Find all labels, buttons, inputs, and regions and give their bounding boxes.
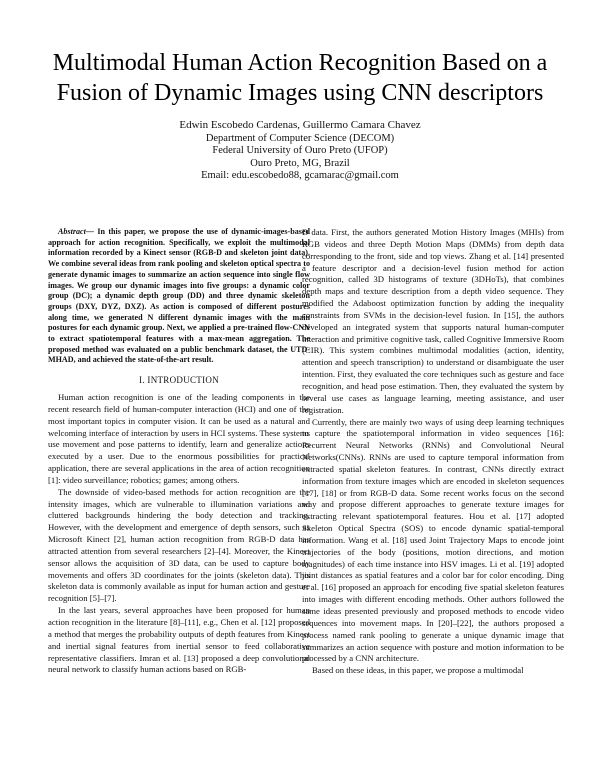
body-paragraph: Based on these ideas, in this paper, we propose a multimodal (312, 665, 524, 676)
section-heading-introduction: I. INTRODUCTION (139, 375, 219, 386)
body-paragraph: D data. First, the authors generated Motion History Images (MHIs) from RGB videos and three Depth Motion Maps (DMMs) from depth data corresponding to the front, side and top views. Zhang et al. [14] presented a feature descriptor and a decision-level fusion method for action recognition, called 3D histograms of texture (3DHoTs), that combines depth maps and texture description from a depth video sequence. They modified the Adaboost optimization function by adding the inequality constraints from SVMs in the decision-level fusion. In [15], the authors developed an integrated system that supports natural human-computer interaction and primitive cognitive task, called Cognitive Immersive Room (CIR). This system combines multimodal modalities (action, identity, attention and speech transcription) to understand or disambiguate the user intention. First, they evaluated the core techniques such as gesture and face recognition, and head pose estimation. Then, they evaluated the system by several use cases as language learning, meeting assistance, and user registration. (302, 227, 564, 415)
body-paragraph: Currently, there are mainly two ways of using deep learning techniques to capture the spatiotemporal information in video sequences [16]: Recurrent Neural Networks (RNNs) and Convolutional Neural Networks(CNNs). RNNs are used to capture temporal information from extracted spatial skeleton features. In contrast, CNNs directly extract information from texture images which are encoded in skeleton sequences [17], [18] or from RGB-D data. Some recent works focus on the second way and propose different approaches to generate texture images for extracting relevant spatiotemporal features. Hou et al. [17] adopted Skeleton Optical Spectra (SOS) to encode dynamic spatial-temporal information. Wang et al. [18] used Joint Trajectory Maps to encode joint trajectories of the body (positions, motion directions, and motion magnitudes) of each time instance into HSV images. Li et al. [19] adopted joint distances as spatial features and a color bar for color encoding. Ding et al. [16] proposed an approach for encoding five spatial skeleton features into images with different encoding methods. Other authors followed the same ideas presented previously and proposed methods to encode video sequences into movement maps. In [20]–[22], the authors proposed a process named rank pooling to generate a unique dynamic image that summarizes an action sequence with posture and motion information to be processed by a CNN architecture. (302, 416, 564, 664)
author-names: Edwin Escobedo Cardenas, Guillermo Camara Chavez (179, 119, 421, 131)
paper-title: Multimodal Human Action Recognition Based on a Fusion of Dynamic Images using CNN descriptors (52, 50, 548, 106)
affiliation-department: Department of Computer Science (DECOM) (205, 132, 395, 144)
affiliation-university: Federal University of Ouro Preto (UFOP) (212, 145, 388, 157)
abstract (48, 227, 310, 366)
left-column (48, 227, 310, 676)
body-paragraph: In the last years, several approaches have been proposed for human action recognition in the literature [8]–[11], e.g., Chen et al. [12] proposed a method that merges the probability outputs of depth features from Kinect and inertial signal features from inertial sensor to feed collaborative representative classifiers. Imran et al. [13] proposed a deep convolutional neural network to classify human actions based on RGB- (48, 605, 310, 675)
author-block (100, 119, 500, 183)
right-column (302, 227, 564, 677)
affiliation-email: Email: edu.escobedo88, gcamarac@gmail.com (201, 170, 399, 182)
body-paragraph: Human action recognition is one of the leading components in the recent research field of human-computer interaction (HCI) and one of the most important topics in computer vision. It can be used as a natural and welcoming interface of interaction by users in HCI systems. These systems use movement and pose patterns to identify, learn and generalize actions executed by a user. Due to the enormous possibilities for practical application, there are several applications in the area of action recognition [1]: video surveillance; robotics; games; among others. (48, 391, 310, 485)
abstract-lead: Abstract— (58, 227, 94, 236)
body-paragraph: The downside of video-based methods for action recognition are the intensity images, which are vulnerable to illumination variations and cluttered backgrounds hindering the body detection and tracking. However, with the development and emergence of depth sensors, such as Microsoft Kinect [2], human action recognition from RGB-D data has attracted attention from several researchers [2]–[4]. Moreover, the Kinect sensor allows the acquisition of 3D data, can be used to capture body movements and offers 3D coordinates for the joints (skeleton data). This skeleton data is commonly available as input for human action and gesture recognition [5]–[7]. (48, 486, 310, 604)
affiliation-location: Ouro Preto, MG, Brazil (250, 157, 350, 169)
abstract-text: In this paper, we propose the use of dynamic-images-based approach for action recognition. Specifically, we exploit the multimodal information recorded by a Kinect sensor (RGB-D and skeleton joint data). We combine several ideas from rank pooling and skeleton optical spectra to generate dynamic images to summarize an action sequence into single flow images. We group our dynamic images into five groups: a dynamic color group (DC); a dynamic depth group (DD) and three dynamic skeleton groups (DXY, DYZ, DXZ). As action is composed of different postures along time, we generated N different dynamic images with the main postures for each dynamic group. Next, we applied a pre-trained flow-CNN to extract spatiotemporal features with a max-mean aggregation. The proposed method was evaluated on a public benchmark dataset, the UTD-MHAD, and achieved the state-of-the-art result. (48, 227, 310, 365)
